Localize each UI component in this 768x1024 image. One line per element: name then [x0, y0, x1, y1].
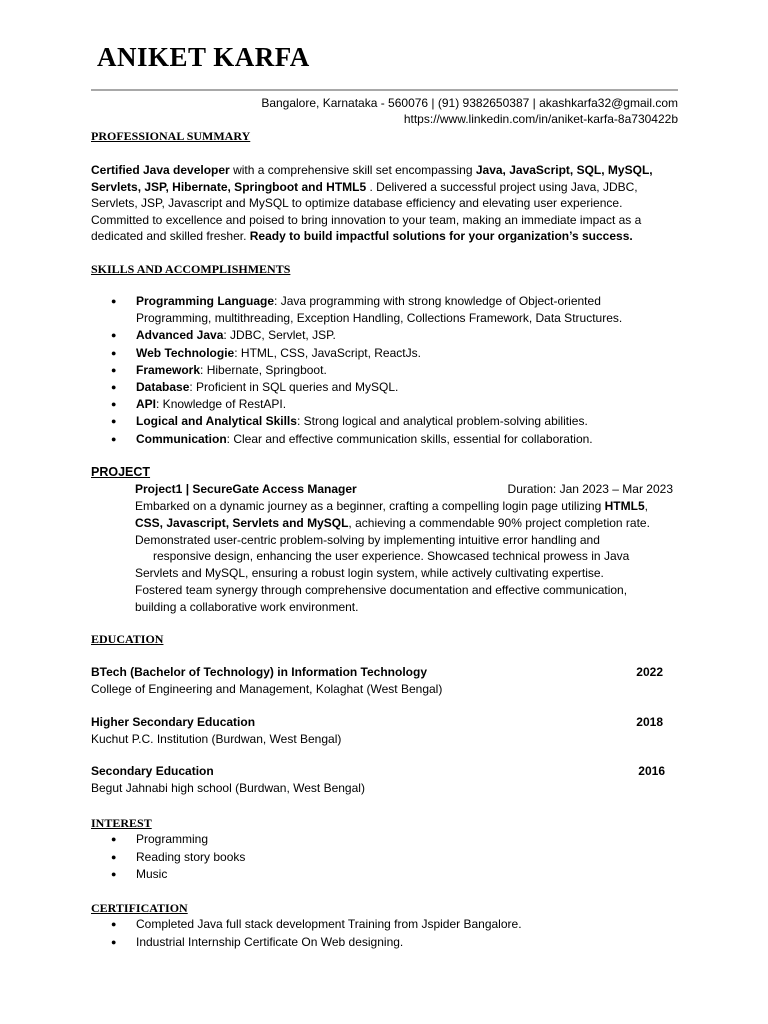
skill-text: : Strong logical and analytical problem-solving abilities. [296, 414, 588, 429]
section-heading-certification: CERTIFICATION [91, 901, 188, 915]
project-bold: HTML5 [604, 499, 645, 513]
education-year: 2022 [636, 665, 663, 679]
contact-address-phone-email: Bangalore, Karnataka - 560076 | (91) 9382650387 | akashkarfa32@gmail.com [261, 96, 678, 110]
project-block [135, 481, 680, 616]
project-line [135, 515, 680, 532]
education-degree-row [91, 664, 666, 681]
skill-item [111, 413, 681, 430]
project-text: Embarked on a dynamic journey as a beginner, crafting a compelling login page utilizing [135, 499, 605, 513]
skill-item [111, 362, 681, 379]
skill-text: : HTML, CSS, JavaScript, ReactJs. [234, 345, 421, 360]
summary-bold-1: Certified Java developer [91, 163, 230, 177]
education-entry [91, 763, 666, 797]
certification-item: ● Completed Java full stack development Training from Jspider Bangalore. [111, 916, 522, 934]
project-line: Fostered team synergy through comprehensive documentation and effective communication, [135, 582, 628, 597]
skill-item [111, 293, 681, 327]
education-degree: Higher Secondary Education [91, 715, 256, 729]
education-degree-row [91, 714, 666, 731]
skill-item [111, 379, 681, 396]
skill-key: Advanced Java [136, 328, 224, 343]
section-heading-summary: PROFESSIONAL SUMMARY [91, 129, 251, 143]
candidate-name: ANIKET KARFA [97, 42, 310, 72]
project-header [135, 481, 680, 498]
skill-key: Web Technologie [136, 345, 235, 360]
skill-key: Database [136, 380, 190, 395]
education-school: Begut Jahnabi high school (Burdwan, West Bengal) [91, 781, 365, 795]
skill-key: Logical and Analytical Skills [136, 414, 297, 429]
header-divider [91, 89, 678, 91]
section-heading-interest: INTEREST [91, 816, 152, 830]
project-line [135, 498, 680, 515]
project-bold: CSS, Javascript, Servlets and MySQL [135, 515, 349, 530]
skill-text: : Knowledge of RestAPI. [156, 397, 287, 412]
summary-bold-3: Java, JavaScript, SQL, MySQL, Servlets, JSP, Hibernate, Springboot and HTML5 [91, 163, 653, 194]
skill-item [111, 327, 681, 344]
section-heading-education: EDUCATION [91, 632, 164, 646]
skill-key: API [136, 397, 157, 412]
interest-list [111, 831, 245, 884]
education-degree-row [91, 763, 666, 780]
education-entry [91, 714, 666, 748]
project-title: Project1 | SecureGate Access Manager [135, 482, 357, 496]
skill-text: : Proficient in SQL queries and MySQL. [189, 380, 399, 395]
project-line: Servlets and MySQL, ensuring a robust login system, while actively cultivating expertise. [135, 566, 604, 581]
skill-text: : JDBC, Servlet, JSP. [223, 328, 336, 343]
skill-key: Communication [136, 431, 227, 446]
summary-text-4: . Delivered a successful project using Java, JDBC, Servlets, JSP, Javascript and MySQL to optimize database efficiency and elevating user experience. Committed to excellence and poised to bring innovation to your team, making an immediate impact as a dedicated and skilled fresher. [91, 179, 642, 243]
project-line: responsive design, enhancing the user experience. Showcased technical prowess in Java [153, 549, 630, 564]
project-text: , [644, 499, 648, 513]
certification-list [111, 916, 522, 951]
skill-text: : Hibernate, Springboot. [200, 362, 327, 377]
skill-text: : Java programming with strong knowledge of Object-oriented [274, 294, 601, 308]
project-duration: Duration: Jan 2023 – Mar 2023 [507, 482, 673, 496]
education-degree: BTech (Bachelor of Technology) in Information Technology [91, 665, 428, 679]
skill-key: Framework [136, 362, 201, 377]
education-school: College of Engineering and Management, Kolaghat (West Bengal) [91, 682, 443, 696]
contact-linkedin: https://www.linkedin.com/in/aniket-karfa-8a730422b [403, 112, 678, 126]
education-year: 2016 [638, 764, 665, 778]
section-heading-skills: SKILLS AND ACCOMPLISHMENTS [91, 262, 291, 276]
certification-item: ● Industrial Internship Certificate On Web designing. [111, 934, 522, 952]
education-school: Kuchut P.C. Institution (Burdwan, West Bengal) [91, 732, 342, 746]
education-entry [91, 664, 666, 698]
skill-item [111, 396, 681, 413]
project-line: building a collaborative work environment. [135, 599, 359, 614]
interest-item: ● Programming [111, 831, 245, 849]
skills-list [111, 293, 681, 448]
interest-item: ● Music [111, 866, 245, 884]
education-degree: Secondary Education [91, 764, 214, 778]
project-line: Demonstrated user-centric problem-solving by implementing intuitive error handling and [135, 532, 600, 547]
summary-paragraph [91, 162, 681, 245]
skill-key: Programming Language [136, 294, 275, 308]
skill-text-cont: Programming, multithreading, Exception Handling, Collections Framework, Data Structures. [136, 311, 623, 326]
skill-item [111, 431, 681, 448]
skill-item [111, 345, 681, 362]
education-year: 2018 [636, 715, 663, 729]
project-text: , achieving a commendable 90% project completion rate. [348, 515, 650, 530]
section-heading-project: PROJECT [91, 465, 151, 479]
interest-item: ● Reading story books [111, 849, 245, 867]
summary-bold-5: Ready to build impactful solutions for your organization’s success. [249, 229, 633, 243]
contact-block [261, 95, 678, 127]
summary-text-2: with a comprehensive skill set encompassing [229, 163, 476, 177]
skill-text: : Clear and effective communication skills, essential for collaboration. [226, 431, 593, 446]
